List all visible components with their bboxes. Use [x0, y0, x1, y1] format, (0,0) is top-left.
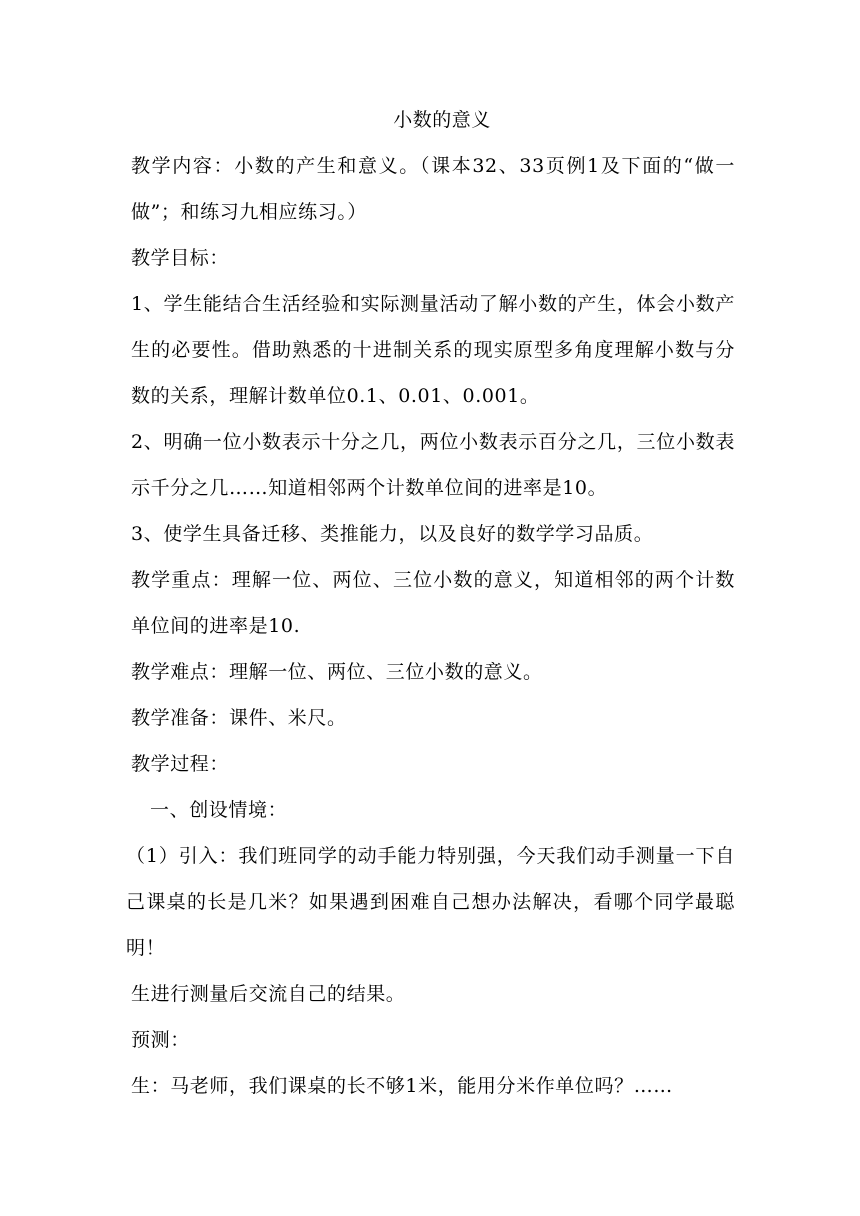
student-activity-paragraph: 生进行测量后交流自己的结果。 — [131, 983, 406, 1005]
objective-2-paragraph: 2、明确一位小数表示十分之几，两位小数表示百分之几，三位小数表示千分之几……知道相邻两个计数单位间的进率是10。 — [131, 431, 735, 499]
objective-1-paragraph: 1、学生能结合生活经验和实际测量活动了解小数的产生，体会小数产生的必要性。借助熟悉的十进制关系的现实原型多角度理解小数与分数的关系，理解计数单位0.1、0.01、0.001。 — [131, 293, 735, 407]
teaching-process-heading: 教学过程： — [131, 753, 230, 775]
prediction-heading: 预测： — [131, 1029, 190, 1051]
teaching-difficulties-paragraph: 教学难点：理解一位、两位、三位小数的意义。 — [131, 661, 543, 683]
teaching-preparation-paragraph: 教学准备：课件、米尺。 — [131, 707, 347, 729]
section-1-heading: 一、创设情境： — [150, 799, 288, 821]
objective-3-paragraph: 3、使学生具备迁移、类推能力，以及良好的数学学习品质。 — [131, 523, 654, 545]
document-body — [126, 108, 735, 1109]
student-response-paragraph: 生：马老师，我们课桌的长不够1米，能用分米作单位吗？…… — [131, 1075, 673, 1097]
teaching-objectives-heading: 教学目标： — [131, 247, 230, 269]
teaching-content-paragraph: 教学内容：小数的产生和意义。（课本32、33页例1及下面的“做一做”；和练习九相应练习。） — [131, 155, 735, 223]
teaching-key-points-paragraph: 教学重点：理解一位、两位、三位小数的意义，知道相邻的两个计数单位间的进率是10. — [131, 569, 735, 637]
introduction-paragraph: （1）引入：我们班同学的动手能力特别强，今天我们动手测量一下自己课桌的长是几米？如果遇到困难自己想办法解决，看哪个同学最聪明！ — [126, 845, 735, 959]
document-title: 小数的意义 — [393, 109, 491, 131]
